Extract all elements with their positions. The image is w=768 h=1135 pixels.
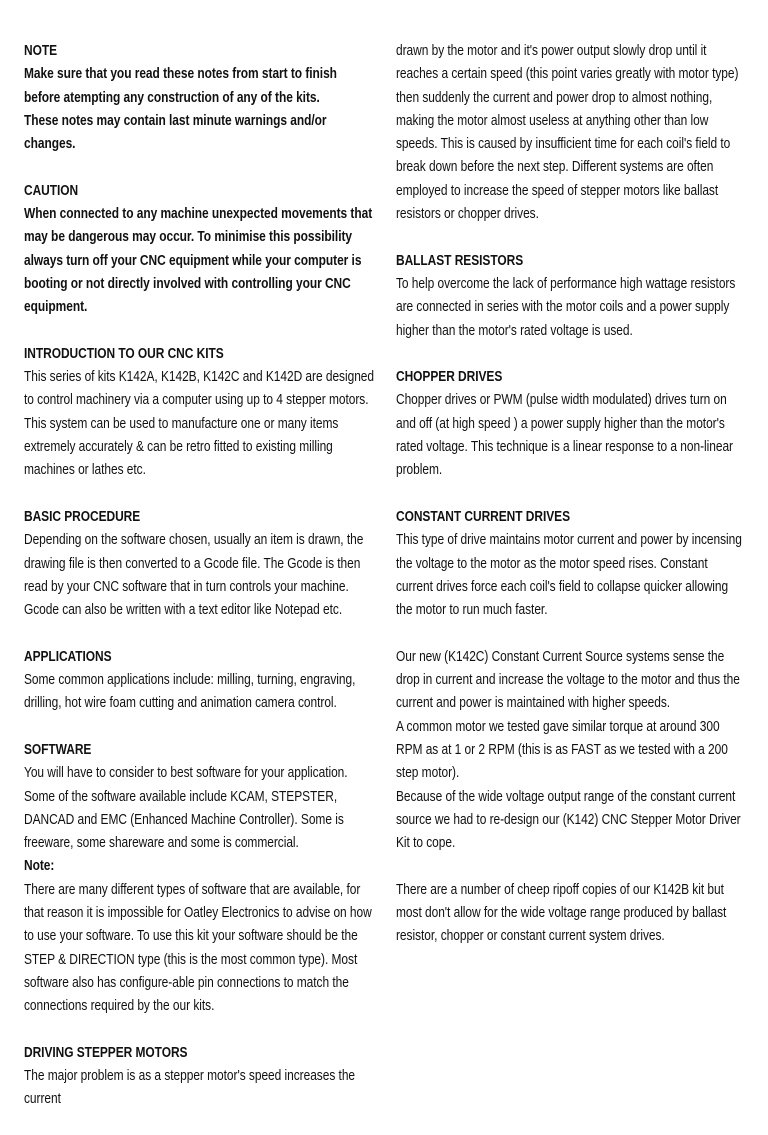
constant-current-drives-heading: CONSTANT CURRENT DRIVES xyxy=(396,508,571,525)
software-paragraph-1: You will have to consider to best software for your application. Some of the software available include KCAM, STEPSTER, DANCAD and EMC (Enhanced Machine Controller). Some is freeware, some shareware and some is commercial. xyxy=(24,765,348,852)
basic-procedure-heading: BASIC PROCEDURE xyxy=(24,508,141,525)
ballast-resistors-section xyxy=(396,250,746,343)
ripoff-copies-paragraph: There are a number of cheep ripoff copies of our K142B kit but most don't allow for the wide voltage range produced by ballast resistor, chopper or constant current system drives. xyxy=(396,881,727,945)
driving-stepper-motors-paragraph-end: drawn by the motor and it's power output slowly drop until it reaches a certain speed (this point varies greatly with motor type) then suddenly the current and power drop to almost nothing, making the motor almost useless at anything other than low speeds. This is caused by insufficient time for each coil's field to break down before the next step. Different systems are often employed to increase the speed of stepper motors like ballast resistors or chopper drives. xyxy=(396,43,739,223)
introduction-paragraph-1: This series of kits K142A, K142B, K142C and K142D are designed to control machinery via a computer using up to 4 stepper motors. xyxy=(24,369,375,409)
left-column xyxy=(24,40,374,1135)
software-note-label: Note: xyxy=(24,858,55,875)
chopper-drives-section xyxy=(396,366,746,482)
ballast-resistors-heading: BALLAST RESISTORS xyxy=(396,252,524,269)
basic-procedure-section xyxy=(24,506,374,622)
chopper-drives-heading: CHOPPER DRIVES xyxy=(396,369,503,386)
introduction-heading: INTRODUCTION TO OUR CNC KITS xyxy=(24,345,224,362)
basic-procedure-paragraph-2: Gcode can also be written with a text editor like Notepad etc. xyxy=(24,602,343,619)
software-section xyxy=(24,739,374,1019)
basic-procedure-paragraph-1: Depending on the software chosen, usually an item is drawn, the drawing file is then converted to a Gcode file. The Gcode is then read by your CNC software that in turn controls your machine. xyxy=(24,532,364,595)
chopper-drives-paragraph: Chopper drives or PWM (pulse width modulated) drives turn on and off (at high speed ) a power supply higher than the motor's rated voltage. This technique is a linear response to a non-linear problem. xyxy=(396,392,734,479)
applications-section xyxy=(24,646,374,716)
note-heading: NOTE xyxy=(24,43,58,59)
caution-section xyxy=(24,180,374,320)
driving-stepper-motors-continued xyxy=(396,40,746,226)
caution-heading: CAUTION xyxy=(24,182,79,199)
introduction-section xyxy=(24,343,374,483)
applications-paragraph: Some common applications include: milling, turning, engraving, drilling, hot wire foam cutting and animation camera control. xyxy=(24,672,356,712)
right-column xyxy=(396,40,746,972)
software-heading: SOFTWARE xyxy=(24,741,92,758)
ripoff-copies-section xyxy=(396,879,746,949)
k142c-paragraph-2: A common motor we tested gave similar torque at around 300 RPM as at 1 or 2 RPM (this is as FAST as we tested with a 200 step motor). xyxy=(396,718,728,782)
note-line-1: Make sure that you read these notes from start to finish before atempting any construction of any of the kits. xyxy=(24,66,337,106)
driving-stepper-motors-paragraph-start: The major problem is as a stepper motor's speed increases the current xyxy=(24,1068,356,1108)
driving-stepper-motors-heading: DRIVING STEPPER MOTORS xyxy=(24,1044,188,1061)
k142c-paragraph-3: Because of the wide voltage output range of the constant current source we had to re-design our (K142) CNC Stepper Motor Driver Kit to cope. xyxy=(396,788,741,852)
introduction-paragraph-2: This system can be used to manufacture one or many items extremely accurately & can be retro fitted to existing milling machines or lathes etc. xyxy=(24,415,339,479)
k142c-section xyxy=(396,646,746,856)
constant-current-drives-section xyxy=(396,506,746,622)
driving-stepper-motors-section xyxy=(24,1042,374,1112)
k142c-paragraph-1: Our new (K142C) Constant Current Source systems sense the drop in current and increase the voltage to the motor and thus the current and power is maintained with higher speeds. xyxy=(396,648,740,712)
constant-current-drives-paragraph-1: This type of drive maintains motor current and power by incensing the voltage to the motor as the motor speed rises. Constant current drives force each coil's field to collapse quicker allowing the motor to run much faster. xyxy=(396,532,742,619)
ballast-resistors-paragraph: To help overcome the lack of performance high wattage resistors are connected in series with the motor coils and a power supply higher than the motor's rated voltage is used. xyxy=(396,275,736,339)
applications-heading: APPLICATIONS xyxy=(24,648,112,665)
note-section xyxy=(24,40,374,156)
software-paragraph-2: There are many different types of software that are available, for that reason it is impossible for Oatley Electronics to advise on how to use your software. To use this kit your software should be the STEP & DIRECTION type (this is the most common type). Most software also has configure-able pin connections to match the connections required by the our kits. xyxy=(24,881,372,1015)
caution-text: When connected to any machine unexpected movements that may be dangerous may occur. To minimise this possibility always turn off your CNC equipment while your computer is booting or not directly involved with controlling your CNC equipment. xyxy=(24,206,373,316)
note-line-2: These notes may contain last minute warnings and/or changes. xyxy=(24,112,327,153)
